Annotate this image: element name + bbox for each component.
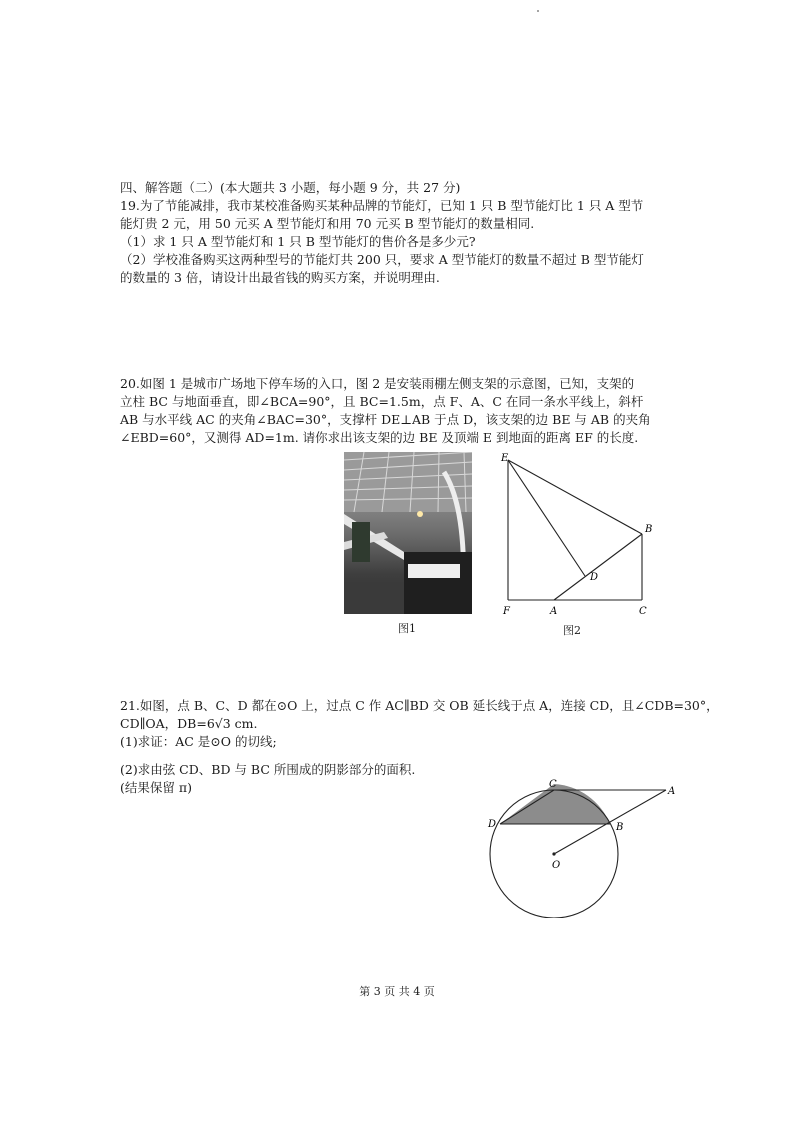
q21-line4: (2)求由弦 CD、BD 与 BC 所围成的阴影部分的面积. <box>120 762 416 777</box>
q21-line1: 21.如图，点 B、C、D 都在⊙O 上，过点 C 作 AC∥BD 交 OB 延长线于点 A，连接 CD，且∠CDB=30°， <box>120 698 719 713</box>
segment-AB <box>554 534 642 600</box>
q20-line2: 立柱 BC 与地面垂直，即∠BCA=90°，且 BC=1.5m，点 F、A、C 在同一条水平线上，斜杆 <box>120 394 644 409</box>
q20-line1: 20.如图 1 是城市广场地下停车场的入口，图 2 是安装雨棚左侧支架的示意图，已知，支架的 <box>120 376 635 391</box>
figure2-diagram <box>498 452 658 632</box>
label-C: C <box>639 606 647 617</box>
figure1-photo <box>344 452 472 614</box>
figure-circle <box>480 778 680 918</box>
q19-line3: （1）求 1 只 A 型节能灯和 1 只 B 型节能灯的售价各是多少元? <box>120 234 476 249</box>
label-B: B <box>616 822 624 833</box>
label-D: D <box>488 819 497 830</box>
q21-line3: (1)求证：AC 是⊙O 的切线; <box>120 734 277 749</box>
label-O: O <box>552 860 561 871</box>
section-title: 四、解答题（二）(本大题共 3 小题，每小题 9 分，共 27 分) <box>120 180 461 195</box>
q19-line5: 的数量的 3 倍，请设计出最省钱的购买方案，并说明理由. <box>120 270 440 285</box>
q19-line1: 19.为了节能减排，我市某校准备购买某种品牌的节能灯，已知 1 只 B 型节能灯比 1 只 A 型节 <box>120 198 644 213</box>
label-A: A <box>668 786 676 797</box>
label-F: F <box>503 606 510 617</box>
q21-line2: CD∥OA，DB=6√3 cm. <box>120 716 258 731</box>
label-E: E <box>501 453 509 464</box>
label-B: B <box>645 524 653 535</box>
q21-line5: (结果保留 π) <box>120 780 192 795</box>
label-A: A <box>550 606 558 617</box>
page-footer: 第 3 页 共 4 页 <box>359 985 435 998</box>
center-dot <box>552 852 555 855</box>
label-D: D <box>590 572 599 583</box>
label-C: C <box>549 779 557 790</box>
figure2-caption: 图2 <box>563 624 581 637</box>
q19-line2: 能灯贵 2 元，用 50 元买 A 型节能灯和用 70 元买 B 型节能灯的数量相同. <box>120 216 535 231</box>
segment-EB <box>508 460 642 534</box>
q19-line4: （2）学校准备购买这两种型号的节能灯共 200 只，要求 A 型节能灯的数量不超过 B 型节能灯 <box>120 252 644 267</box>
figure1-caption: 图1 <box>398 622 416 635</box>
scan-speck <box>537 10 539 12</box>
q20-line4: ∠EBD=60°，又测得 AD=1m. 请你求出该支架的边 BE 及顶端 E 到地面的距离 EF 的长度. <box>120 430 639 445</box>
segment-ED <box>508 460 585 576</box>
q20-line3: AB 与水平线 AC 的夹角∠BAC=30°，支撑杆 DE⊥AB 于点 D，该支架的边 BE 与 AB 的夹角 <box>120 412 651 427</box>
